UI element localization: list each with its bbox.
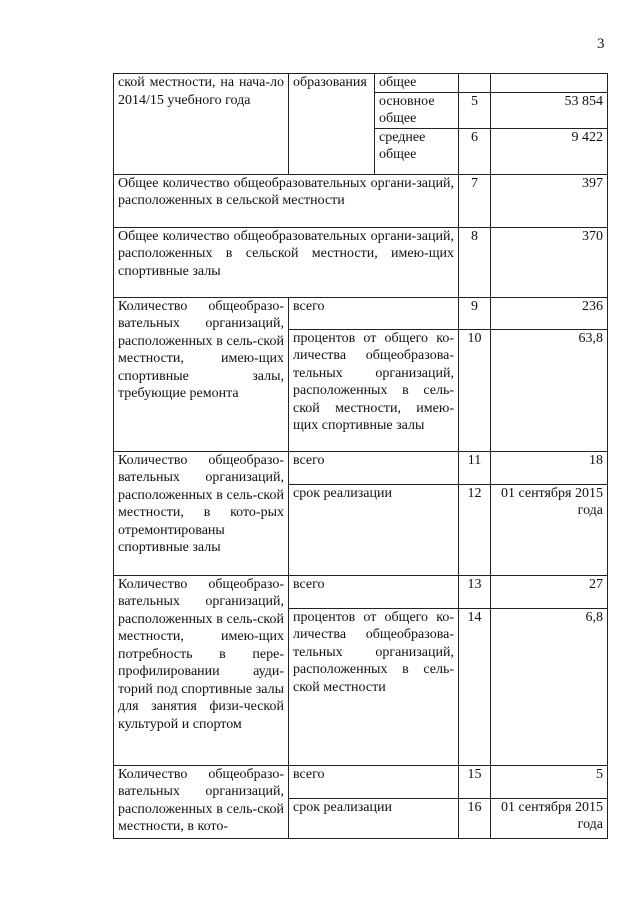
- table-row: [114, 765, 608, 798]
- row-value: 5: [491, 765, 608, 798]
- sub-label: срок реализации: [289, 484, 459, 575]
- row-number: 7: [459, 174, 491, 227]
- row-number: 8: [459, 227, 491, 297]
- row-value: 370: [491, 227, 608, 297]
- indicator-label: Общее количество общеобразовательных органи-заций, расположенных в сельской местности: [114, 174, 459, 227]
- sub-label: срок реализации: [289, 798, 459, 838]
- group-label: образования: [289, 74, 375, 175]
- indicator-label: Количество общеобразо-вательных организаций, расположенных в сель-ской местности, имею-щих потребность в пере-профилировании ауди-торий под спортивные залы для занятия физи-ческой культурой и спортом: [114, 575, 289, 765]
- row-number: 13: [459, 575, 491, 608]
- row-value: 6,8: [491, 608, 608, 765]
- row-value: 27: [491, 575, 608, 608]
- indicator-label: Общее количество общеобразовательных органи-заций, расположенных в сельской местности, имею-щих спортивные залы: [114, 227, 459, 297]
- row-number: 15: [459, 765, 491, 798]
- table-row: [114, 227, 608, 297]
- row-value: 9 422: [491, 128, 608, 174]
- indicator-table: [113, 73, 607, 839]
- sub-label: процентов от общего ко-личества общеобразова-тельных организаций, расположенных в сель-ской местности, имею-щих спортивные залы: [289, 329, 459, 451]
- sub-label: общее: [375, 74, 459, 93]
- row-value: 397: [491, 174, 608, 227]
- row-number: 14: [459, 608, 491, 765]
- sub-label: основное общее: [375, 92, 459, 128]
- row-value: 63,8: [491, 329, 608, 451]
- page-number: 3: [597, 36, 605, 52]
- table-row: [114, 451, 608, 484]
- row-number: 10: [459, 329, 491, 451]
- sub-label: всего: [289, 451, 459, 484]
- row-value: 236: [491, 297, 608, 329]
- indicator-label: Количество общеобразо-вательных организаций, расположенных в сель-ской местности, имею-щих спортивные залы, требующие ремонта: [114, 297, 289, 451]
- table-row: [114, 174, 608, 227]
- row-value: [491, 74, 608, 93]
- row-number: 16: [459, 798, 491, 838]
- table-row: [114, 575, 608, 608]
- sub-label: среднее общее: [375, 128, 459, 174]
- row-value: 01 сентября 2015 года: [491, 798, 608, 838]
- row-number: 9: [459, 297, 491, 329]
- sub-label: всего: [289, 575, 459, 608]
- sub-label: всего: [289, 297, 459, 329]
- sub-label: всего: [289, 765, 459, 798]
- indicator-label: Количество общеобразо-вательных организаций, расположенных в сель-ской местности, в кото-: [114, 765, 289, 838]
- row-number: [459, 74, 491, 93]
- table-row: [114, 297, 608, 329]
- row-number: 6: [459, 128, 491, 174]
- row-number: 11: [459, 451, 491, 484]
- row-value: 01 сентября 2015 года: [491, 484, 608, 575]
- row-number: 5: [459, 92, 491, 128]
- row-number: 12: [459, 484, 491, 575]
- table-row: [114, 74, 608, 93]
- indicator-label: ской местности, на нача-ло 2014/15 учебного года: [114, 74, 289, 175]
- row-value: 53 854: [491, 92, 608, 128]
- indicator-label: Количество общеобразо-вательных организаций, расположенных в сель-ской местности, в кото-рых отремонтированы спортивные залы: [114, 451, 289, 575]
- row-value: 18: [491, 451, 608, 484]
- sub-label: процентов от общего ко-личества общеобразова-тельных организаций, расположенных в сель-ской местности: [289, 608, 459, 765]
